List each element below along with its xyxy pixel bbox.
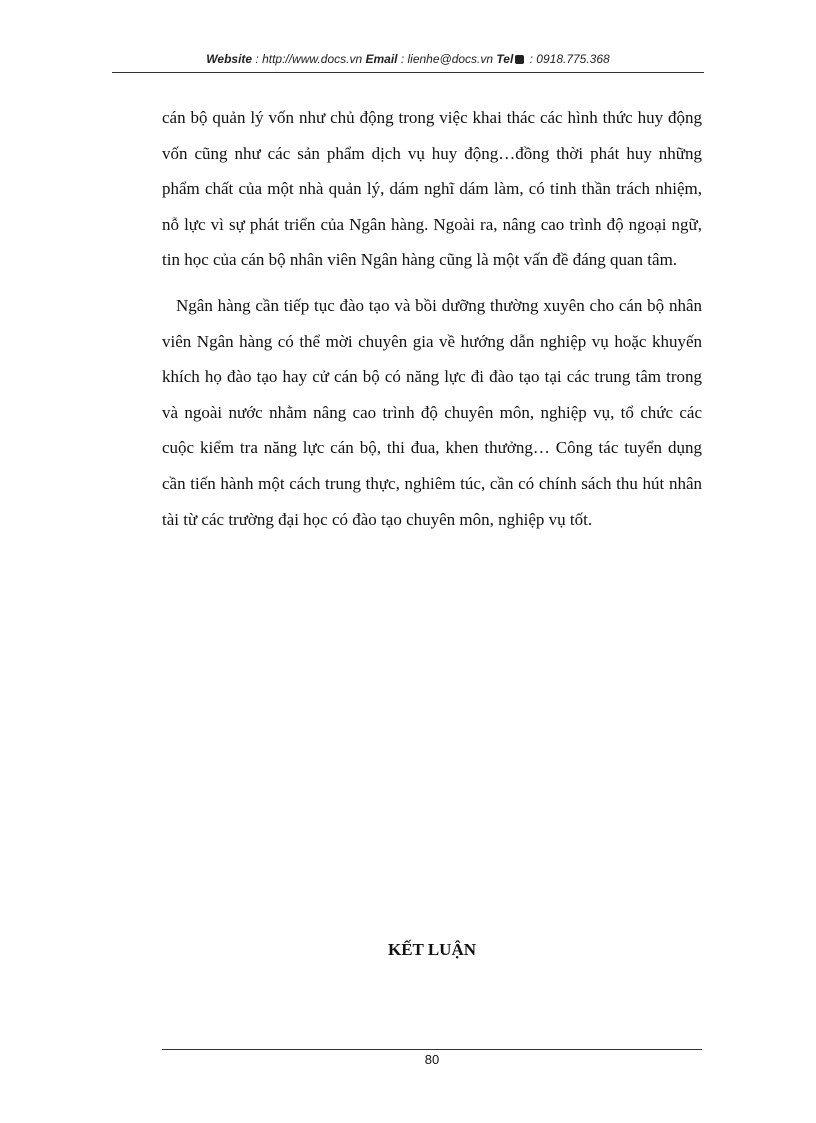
email-link[interactable]: : lienhe@docs.vn (397, 52, 497, 66)
footer-divider (162, 1049, 702, 1050)
paragraph-1: cán bộ quản lý vốn như chủ động trong việc khai thác các hình thức huy động vốn cũng như các sản phẩm dịch vụ huy động…đồng thời phát huy những phẩm chất của một nhà quản lý, dám nghĩ dám làm, có tinh thần trách nhiệm, nỗ lực vì sự phát triển của Ngân hàng. Ngoài ra, nâng cao trình độ ngoại ngữ, tin học của cán bộ nhân viên Ngân hàng cũng là một vấn đề đáng quan tâm. (162, 108, 702, 270)
email-label: Email (365, 52, 398, 66)
section-title: KẾT LUẬN (387, 940, 476, 959)
website-label: Website (206, 52, 253, 66)
phone-icon (515, 55, 524, 64)
website-link[interactable]: : http://www.docs.vn (252, 52, 366, 66)
page-header (112, 50, 704, 73)
tel-label: Tel (496, 52, 514, 66)
page-number: 80 (424, 1052, 440, 1067)
tel-value: : 0918.775.368 (526, 52, 610, 66)
paragraph-2: Ngân hàng cần tiếp tục đào tạo và bồi dưỡng thường xuyên cho cán bộ nhân viên Ngân hàng có thể mời chuyên gia về hướng dẫn nghiệp vụ hoặc khuyến khích họ đào tạo hay cử cán bộ có năng lực đi đào tạo tại các trung tâm trong và ngoài nước nhằm nâng cao trình độ chuyên môn, nghiệp vụ, tổ chức các cuộc kiểm tra năng lực cán bộ, thi đua, khen thưởng… Công tác tuyển dụng cần tiến hành một cách trung thực, nghiêm túc, cần có chính sách thu hút nhân tài từ các trường đại học có đào tạo chuyên môn, nghiệp vụ tốt. (162, 295, 702, 529)
body-text (162, 100, 702, 537)
